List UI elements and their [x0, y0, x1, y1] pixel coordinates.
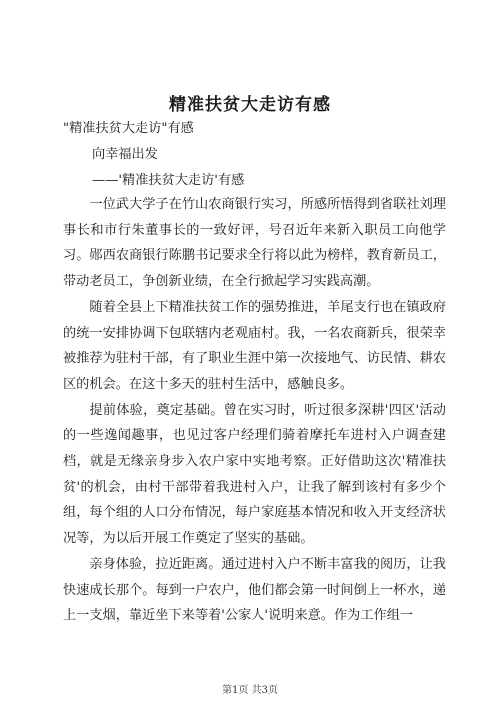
document-title: 精准扶贫大走访有感 — [169, 95, 331, 115]
paragraph-1: 一位武大学子在竹山农商银行实习，所感所悟得到省联社刘理事长和市行朱董事长的一致好评，号召近年来新入职员工向他学习。郧西农商银行陈鹏书记要求全行将以此为榜样，教育新员工，带动老员工，争创新业绩，在全行掀起学习实践高潮。 — [63, 197, 446, 290]
paragraph-4: 亲身体验，拉近距离。通过进村入户不断丰富我的阅历，让我快速成长那个。每到一户农户，他们都会第一时间倒上一杯水，递上一支烟，靠近坐下来等着'公家人'说明来意。作为工作组一 — [63, 556, 446, 624]
document-body — [63, 192, 446, 629]
intro-line-2: 向幸福出发 — [92, 147, 158, 162]
intro-line-1: "精准扶贫大走访"有感 — [63, 121, 194, 136]
page-footer: 第1页 共3页 — [222, 685, 278, 696]
paragraph-3: 提前体验，奠定基础。曾在实习时，听过很多深耕'四区'活动的一些逸闻趣事，也见过客户经理们骑着摩托车进村入户调查建档，就是无缘亲身步入农户家中实地考察。正好借助这次'精准扶贫'的机会，由村干部带着我进村入户，让我了解到该村有多少个组，每个组的人口分布情况，每户家庭基本情况和收入开支经济状况等，为以后开展工作奠定了坚实的基础。 — [63, 402, 446, 547]
paragraph-2: 随着全县上下精准扶贫工作的强势推进，羊尾支行也在镇政府的统一安排协调下包联辖内老观庙村。我，一名农商新兵，很荣幸被推荐为驻村干部，有了职业生涯中第一次接地气、访民情、耕农区的机会。在这十多天的驻村生活中，感触良多。 — [63, 299, 446, 392]
intro-line-3: ——'精准扶贫大走访'有感 — [92, 173, 245, 188]
